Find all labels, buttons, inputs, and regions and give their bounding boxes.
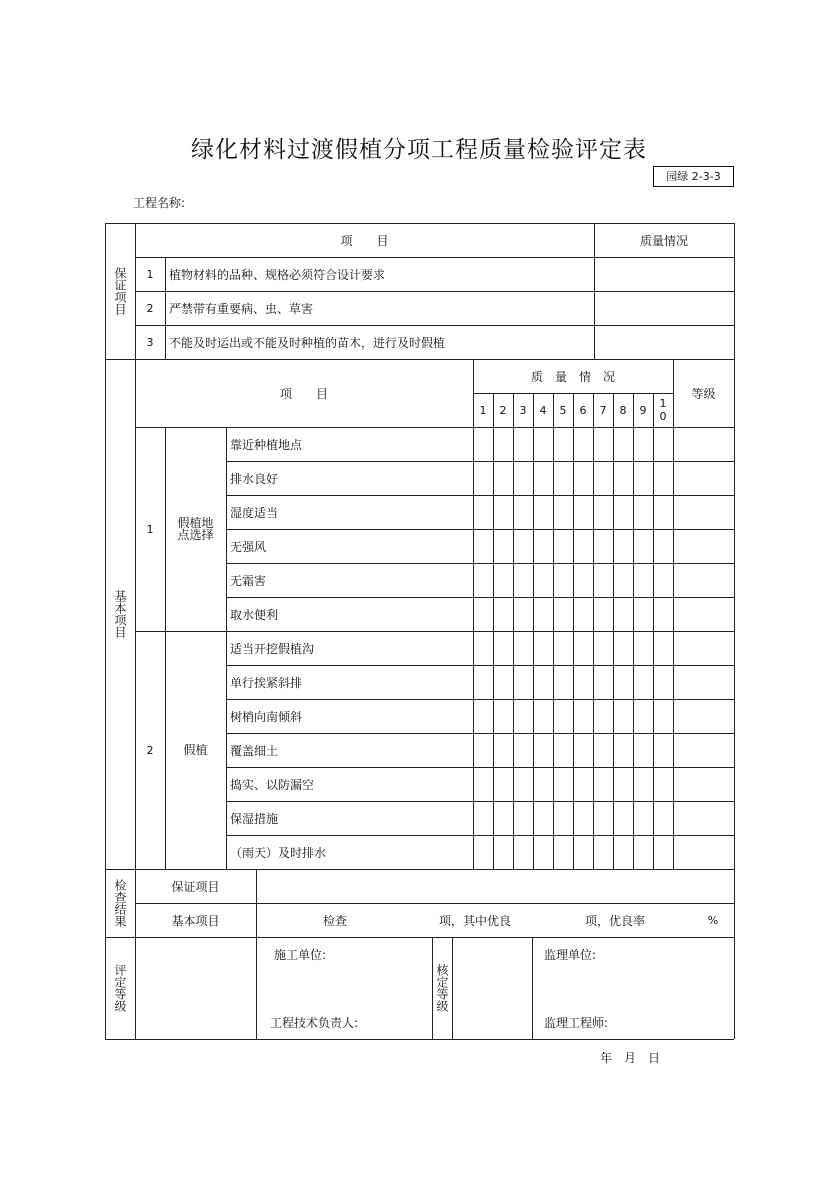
point-number-text: 10	[656, 397, 670, 423]
result-items-rate-text: 项，优良率	[584, 913, 645, 928]
grid-line	[226, 495, 734, 496]
point-input[interactable]	[573, 529, 593, 563]
date-line: 年 月 日	[600, 1051, 661, 1065]
supervision-unit-label	[540, 941, 700, 967]
point-input[interactable]	[473, 801, 493, 835]
result-side-label	[105, 869, 135, 937]
result-guarantee-label-text: 保证项目	[171, 879, 220, 894]
tech-lead-label-text: 工程技术负责人:	[270, 1015, 359, 1030]
basic-item-text	[226, 495, 473, 529]
point-input[interactable]	[473, 495, 493, 529]
guarantee-side-label	[105, 223, 135, 359]
point-input[interactable]	[513, 665, 533, 699]
point-input[interactable]	[593, 699, 613, 733]
grade-input[interactable]	[673, 835, 734, 869]
point-input[interactable]	[513, 767, 533, 801]
basic-item-text	[226, 529, 473, 563]
basic-group-no	[135, 427, 165, 631]
point-input[interactable]	[653, 835, 673, 869]
result-side-label-text: 检查结果	[113, 879, 127, 927]
point-input[interactable]	[573, 427, 593, 461]
rating-grade-input[interactable]	[135, 937, 256, 1039]
grid-line	[226, 801, 734, 802]
point-input[interactable]	[593, 495, 613, 529]
result-guarantee-label	[135, 869, 256, 903]
point-input[interactable]	[513, 563, 533, 597]
point-input[interactable]	[633, 699, 653, 733]
point-input[interactable]	[593, 631, 613, 665]
point-input[interactable]	[653, 699, 673, 733]
guarantee-header-quality-text: 质量情况	[639, 233, 688, 248]
point-number-5	[553, 393, 573, 427]
point-input[interactable]	[513, 495, 533, 529]
point-input[interactable]	[653, 597, 673, 631]
point-input[interactable]	[613, 665, 633, 699]
point-input[interactable]	[533, 631, 553, 665]
point-input[interactable]	[633, 563, 653, 597]
point-input[interactable]	[473, 563, 493, 597]
basic-item-text	[226, 699, 473, 733]
guarantee-header-item	[135, 223, 594, 257]
basic-group-no	[135, 631, 165, 869]
point-input[interactable]	[613, 801, 633, 835]
point-input[interactable]	[613, 427, 633, 461]
point-input[interactable]	[493, 733, 513, 767]
basic-item-text-text: 保湿措施	[230, 811, 279, 826]
point-input[interactable]	[553, 461, 573, 495]
point-number-4	[533, 393, 553, 427]
point-input[interactable]	[533, 733, 553, 767]
point-input[interactable]	[533, 699, 553, 733]
point-input[interactable]	[613, 835, 633, 869]
point-input[interactable]	[513, 461, 533, 495]
guarantee-row-quality-input[interactable]	[594, 291, 734, 325]
guarantee-header-item-text: 项 目	[340, 233, 389, 248]
point-input[interactable]	[593, 563, 613, 597]
grid-line	[105, 1039, 734, 1040]
point-input[interactable]	[533, 665, 553, 699]
point-input[interactable]	[593, 835, 613, 869]
point-input[interactable]	[653, 529, 673, 563]
point-number-text: 9	[639, 403, 647, 417]
point-number-9	[633, 393, 653, 427]
point-input[interactable]	[633, 597, 653, 631]
point-number-text: 2	[499, 403, 507, 417]
guarantee-row-no	[135, 257, 165, 291]
point-input[interactable]	[653, 563, 673, 597]
basic-item-text	[226, 461, 473, 495]
verify-grade-input[interactable]	[452, 937, 532, 1039]
construction-unit-label	[270, 941, 420, 967]
guarantee-header-quality	[594, 223, 734, 257]
supervision-engineer-label-text: 监理工程师:	[544, 1015, 609, 1030]
point-input[interactable]	[633, 733, 653, 767]
point-input[interactable]	[553, 801, 573, 835]
guarantee-row-no-text: 2	[146, 301, 154, 315]
point-input[interactable]	[633, 495, 653, 529]
point-input[interactable]	[473, 767, 493, 801]
point-number-7	[593, 393, 613, 427]
point-input[interactable]	[493, 801, 513, 835]
point-input[interactable]	[593, 801, 613, 835]
grid-line	[226, 767, 734, 768]
basic-item-text-text: 排水良好	[230, 471, 279, 486]
point-input[interactable]	[573, 767, 593, 801]
grade-input[interactable]	[673, 665, 734, 699]
point-input[interactable]	[573, 699, 593, 733]
result-percent-text: %	[707, 913, 719, 927]
point-input[interactable]	[613, 461, 633, 495]
point-input[interactable]	[633, 631, 653, 665]
point-input[interactable]	[533, 563, 553, 597]
basic-item-text-text: 适当开挖假植沟	[230, 641, 315, 656]
point-input[interactable]	[593, 461, 613, 495]
point-input[interactable]	[573, 495, 593, 529]
point-number-8	[613, 393, 633, 427]
point-input[interactable]	[613, 529, 633, 563]
point-input[interactable]	[473, 597, 493, 631]
result-items-excellent-text: 项，其中优良	[438, 913, 511, 928]
basic-header-quality-text: 质 量 情 况	[530, 369, 615, 384]
basic-item-text-text: 湿度适当	[230, 505, 279, 520]
tech-lead-label	[266, 1009, 420, 1035]
basic-side-label-text: 基本项目	[113, 590, 127, 638]
point-input[interactable]	[533, 427, 553, 461]
result-check-text	[300, 903, 370, 937]
point-input[interactable]	[573, 563, 593, 597]
result-percent	[700, 903, 726, 937]
point-input[interactable]	[473, 461, 493, 495]
point-input[interactable]	[513, 835, 533, 869]
basic-item-text-text: 取水便利	[230, 607, 279, 622]
guarantee-side-label-text: 保证项目	[113, 267, 127, 315]
grid-line	[226, 529, 734, 530]
guarantee-row-no	[135, 291, 165, 325]
point-input[interactable]	[613, 733, 633, 767]
point-input[interactable]	[473, 665, 493, 699]
point-input[interactable]	[653, 495, 673, 529]
point-input[interactable]	[513, 427, 533, 461]
point-input[interactable]	[653, 767, 673, 801]
point-number-6	[573, 393, 593, 427]
point-input[interactable]	[653, 631, 673, 665]
construction-unit-label-text: 施工单位:	[274, 947, 327, 962]
point-input[interactable]	[633, 835, 653, 869]
page-title: 绿化材料过渡假植分项工程质量检验评定表	[191, 137, 647, 163]
point-number-1	[473, 393, 493, 427]
point-input[interactable]	[493, 461, 513, 495]
basic-group-name	[165, 427, 226, 631]
point-number-text: 1	[479, 403, 487, 417]
basic-item-text	[226, 597, 473, 631]
grade-input[interactable]	[673, 529, 734, 563]
verify-grade-label-text: 核定等级	[435, 964, 449, 1012]
point-input[interactable]	[573, 665, 593, 699]
point-input[interactable]	[653, 665, 673, 699]
grade-input[interactable]	[673, 495, 734, 529]
point-number-text: 8	[619, 403, 627, 417]
point-input[interactable]	[553, 427, 573, 461]
guarantee-row-no	[135, 325, 165, 359]
point-input[interactable]	[513, 801, 533, 835]
point-input[interactable]	[553, 733, 573, 767]
point-input[interactable]	[513, 529, 533, 563]
point-input[interactable]	[533, 835, 553, 869]
grade-input[interactable]	[673, 563, 734, 597]
project-name-label: 工程名称:	[133, 196, 186, 210]
point-input[interactable]	[593, 529, 613, 563]
point-input[interactable]	[573, 597, 593, 631]
point-input[interactable]	[513, 597, 533, 631]
guarantee-row-no-text: 1	[146, 267, 154, 281]
basic-item-text-text: 单行挨紧斜排	[230, 675, 303, 690]
basic-group-name-text: 假植地点选择	[177, 516, 214, 542]
grade-input[interactable]	[673, 699, 734, 733]
point-input[interactable]	[633, 461, 653, 495]
grid-line	[226, 665, 734, 666]
point-input[interactable]	[533, 767, 553, 801]
point-input[interactable]	[493, 427, 513, 461]
point-input[interactable]	[533, 461, 553, 495]
grid-line	[734, 223, 735, 1039]
grade-input[interactable]	[673, 733, 734, 767]
grade-input[interactable]	[673, 427, 734, 461]
grade-input[interactable]	[673, 461, 734, 495]
basic-header-grade	[673, 359, 734, 427]
point-input[interactable]	[473, 631, 493, 665]
basic-item-text	[226, 427, 473, 461]
basic-item-text	[226, 835, 473, 869]
point-input[interactable]	[633, 665, 653, 699]
point-input[interactable]	[553, 563, 573, 597]
point-input[interactable]	[493, 529, 513, 563]
point-number-3	[513, 393, 533, 427]
point-input[interactable]	[553, 597, 573, 631]
point-input[interactable]	[493, 495, 513, 529]
point-input[interactable]	[553, 529, 573, 563]
point-input[interactable]	[493, 767, 513, 801]
point-input[interactable]	[593, 665, 613, 699]
point-input[interactable]	[473, 835, 493, 869]
basic-group-no-text: 1	[146, 522, 154, 536]
grid-line	[226, 563, 734, 564]
point-input[interactable]	[653, 801, 673, 835]
basic-header-grade-text: 等级	[691, 386, 716, 401]
point-input[interactable]	[493, 597, 513, 631]
point-input[interactable]	[593, 767, 613, 801]
grid-line	[532, 937, 533, 1039]
guarantee-row-quality-input[interactable]	[594, 325, 734, 359]
basic-item-text-text: 捣实、以防漏空	[230, 777, 315, 792]
basic-item-text-text: 靠近种植地点	[230, 437, 303, 452]
guarantee-row-text-text: 植物材料的品种、规格必须符合设计要求	[169, 267, 386, 282]
result-guarantee-input[interactable]	[256, 869, 734, 903]
point-input[interactable]	[633, 427, 653, 461]
point-number-text: 5	[559, 403, 567, 417]
rating-side-label	[105, 937, 135, 1039]
point-input[interactable]	[473, 529, 493, 563]
point-number-text: 4	[539, 403, 547, 417]
point-input[interactable]	[553, 835, 573, 869]
point-input[interactable]	[473, 733, 493, 767]
point-input[interactable]	[493, 563, 513, 597]
point-input[interactable]	[513, 631, 533, 665]
basic-item-text	[226, 563, 473, 597]
guarantee-row-text	[165, 325, 594, 359]
basic-item-text	[226, 665, 473, 699]
basic-header-item	[135, 359, 473, 427]
point-input[interactable]	[473, 427, 493, 461]
point-input[interactable]	[633, 801, 653, 835]
basic-item-text	[226, 733, 473, 767]
grade-input[interactable]	[673, 767, 734, 801]
grid-line	[226, 835, 734, 836]
point-input[interactable]	[593, 427, 613, 461]
guarantee-row-text-text: 不能及时运出或不能及时种植的苗木，进行及时假植	[169, 335, 446, 350]
grade-input[interactable]	[673, 801, 734, 835]
grade-input[interactable]	[673, 631, 734, 665]
point-number-10	[653, 393, 673, 427]
point-input[interactable]	[613, 699, 633, 733]
point-number-2	[493, 393, 513, 427]
basic-item-text	[226, 767, 473, 801]
guarantee-row-quality-input[interactable]	[594, 257, 734, 291]
point-input[interactable]	[533, 801, 553, 835]
point-input[interactable]	[553, 631, 573, 665]
basic-group-name-text: 假植	[183, 743, 208, 757]
guarantee-row-no-text: 3	[146, 335, 154, 349]
verify-grade-label	[432, 937, 452, 1039]
point-input[interactable]	[533, 597, 553, 631]
basic-header-quality	[473, 359, 673, 393]
point-input[interactable]	[533, 529, 553, 563]
point-input[interactable]	[493, 699, 513, 733]
point-input[interactable]	[613, 631, 633, 665]
point-input[interactable]	[653, 733, 673, 767]
point-input[interactable]	[493, 835, 513, 869]
point-input[interactable]	[593, 733, 613, 767]
basic-item-text	[226, 631, 473, 665]
grade-input[interactable]	[673, 597, 734, 631]
result-items-excellent	[420, 903, 530, 937]
point-input[interactable]	[553, 767, 573, 801]
point-input[interactable]	[553, 665, 573, 699]
point-input[interactable]	[533, 495, 553, 529]
point-input[interactable]	[613, 563, 633, 597]
point-input[interactable]	[553, 495, 573, 529]
point-number-text: 3	[519, 403, 527, 417]
point-input[interactable]	[493, 665, 513, 699]
point-input[interactable]	[653, 461, 673, 495]
point-number-text: 7	[599, 403, 607, 417]
grid-line	[226, 699, 734, 700]
point-input[interactable]	[593, 597, 613, 631]
guarantee-row-text-text: 严禁带有重要病、虫、草害	[169, 301, 314, 316]
point-input[interactable]	[633, 767, 653, 801]
basic-side-label	[105, 359, 135, 869]
supervision-unit-label-text: 监理单位:	[544, 947, 597, 962]
point-input[interactable]	[513, 699, 533, 733]
point-input[interactable]	[513, 733, 533, 767]
point-input[interactable]	[613, 495, 633, 529]
basic-item-text-text: 无强风	[230, 539, 267, 554]
point-input[interactable]	[573, 835, 593, 869]
form-code: 园绿 2-3-3	[653, 166, 734, 187]
basic-group-no-text: 2	[146, 743, 154, 757]
result-basic-label-text: 基本项目	[171, 913, 220, 928]
point-input[interactable]	[653, 427, 673, 461]
point-input[interactable]	[553, 699, 573, 733]
basic-item-text	[226, 801, 473, 835]
grid-line	[226, 597, 734, 598]
result-check-text-text: 检查	[322, 913, 347, 928]
grid-line	[256, 937, 257, 1039]
point-input[interactable]	[573, 461, 593, 495]
grid-line	[226, 733, 734, 734]
guarantee-row-text	[165, 291, 594, 325]
basic-item-text-text: 覆盖细土	[230, 743, 279, 758]
point-input[interactable]	[573, 801, 593, 835]
supervision-engineer-label	[540, 1009, 700, 1035]
result-items-rate	[565, 903, 665, 937]
basic-item-text-text: 树梢向南倾斜	[230, 709, 303, 724]
point-input[interactable]	[473, 699, 493, 733]
point-input[interactable]	[493, 631, 513, 665]
point-input[interactable]	[613, 597, 633, 631]
point-number-text: 6	[579, 403, 587, 417]
basic-group-name	[165, 631, 226, 869]
basic-item-text-text: 无霜害	[230, 573, 267, 588]
basic-item-text-text: （雨天）及时排水	[230, 845, 327, 860]
point-input[interactable]	[613, 767, 633, 801]
point-input[interactable]	[573, 631, 593, 665]
rating-side-label-text: 评定等级	[113, 964, 127, 1012]
grid-line	[226, 461, 734, 462]
point-input[interactable]	[633, 529, 653, 563]
point-input[interactable]	[573, 733, 593, 767]
result-basic-label	[135, 903, 256, 937]
guarantee-row-text	[165, 257, 594, 291]
basic-header-item-text: 项 目	[279, 386, 328, 401]
